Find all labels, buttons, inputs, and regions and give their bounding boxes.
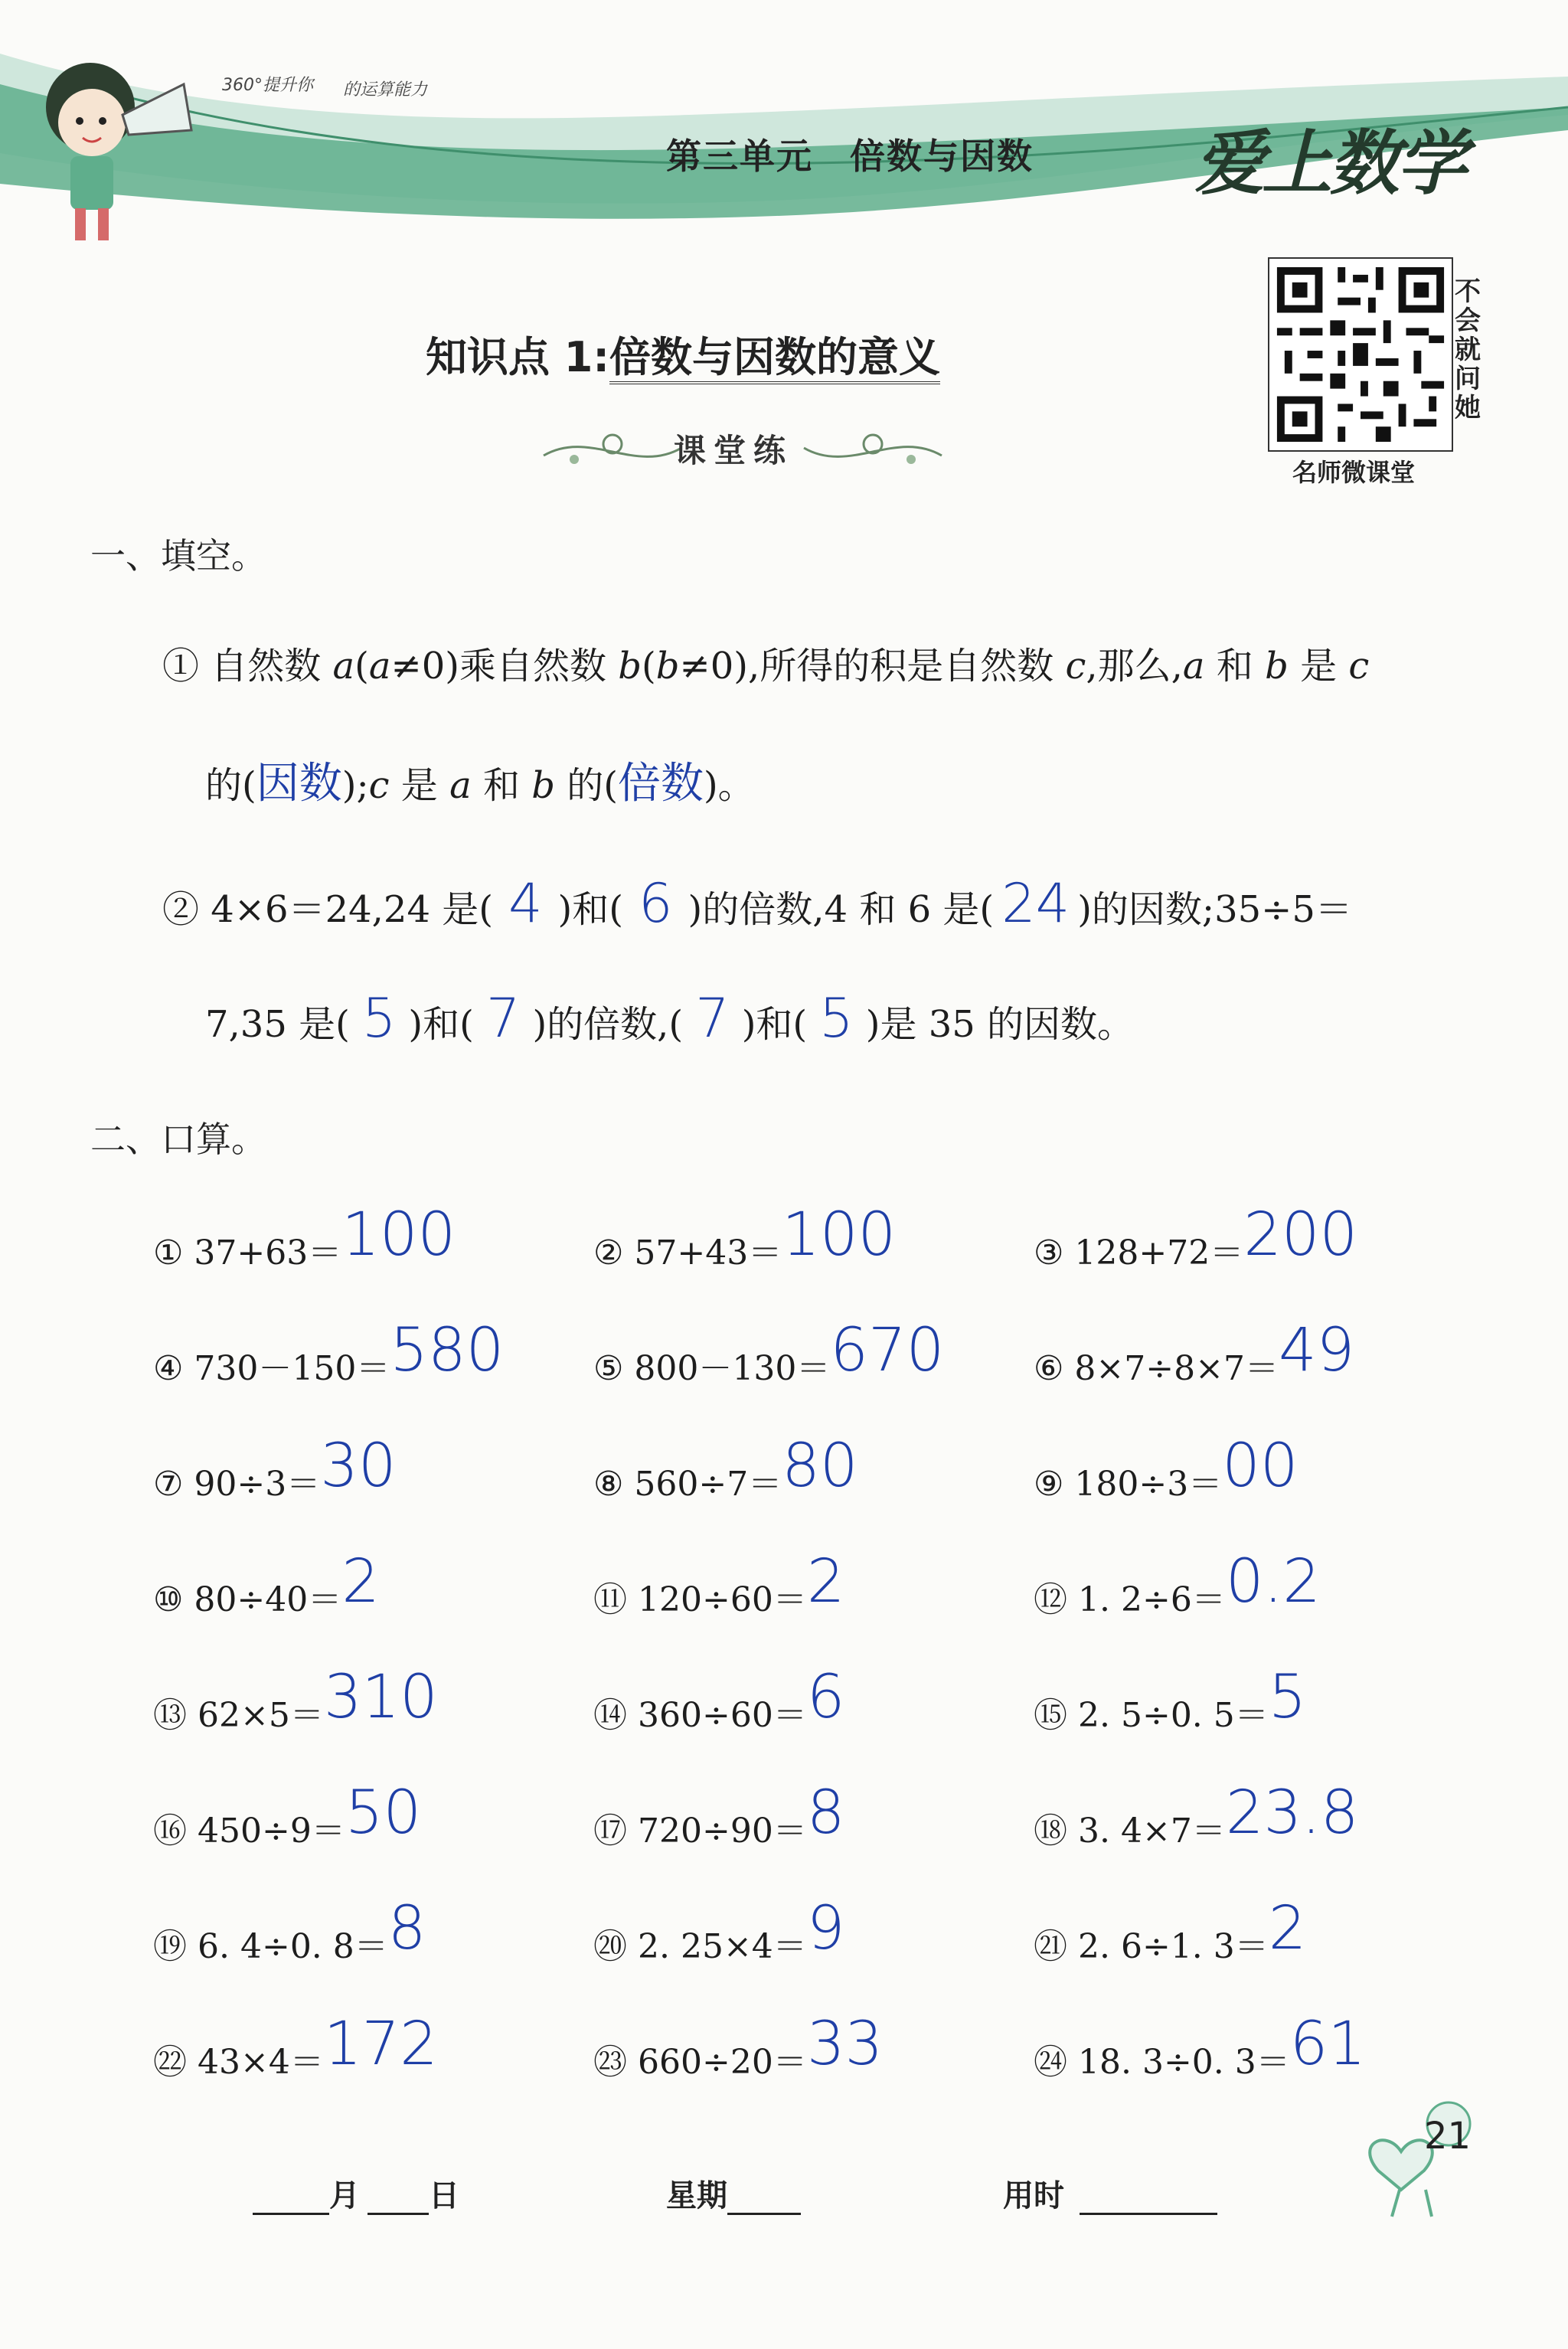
mental-math-question: ⑰ 720÷90＝ bbox=[593, 1812, 807, 1851]
mental-math-item bbox=[153, 1663, 438, 1736]
answer-q2-blank2[interactable]: 6 bbox=[639, 872, 673, 935]
mental-math-question: ⑪ 120÷60＝ bbox=[593, 1580, 807, 1619]
q1-line2: 的(因数);c 是 a 和 b 的(倍数)。 bbox=[205, 759, 755, 809]
mental-math-question: ⑨ 180÷3＝ bbox=[1034, 1465, 1223, 1504]
mental-math-item bbox=[1034, 1663, 1307, 1736]
mental-math-answer[interactable]: 23.8 bbox=[1225, 1779, 1359, 1848]
mental-math-answer[interactable]: 00 bbox=[1222, 1432, 1298, 1501]
mental-math-question: ⑬ 62×5＝ bbox=[153, 1696, 324, 1735]
mental-math-question: ㉓ 660÷20＝ bbox=[593, 2043, 807, 2082]
mental-math-answer[interactable]: 200 bbox=[1243, 1201, 1358, 1269]
mental-math-question: ⑮ 2. 5÷0. 5＝ bbox=[1034, 1696, 1269, 1735]
mental-math-question: ④ 730－150＝ bbox=[153, 1349, 390, 1388]
mental-math-question: ⑫ 1. 2÷6＝ bbox=[1034, 1580, 1226, 1619]
mental-math-answer[interactable]: 8 bbox=[387, 1894, 426, 1963]
qr-code bbox=[1268, 257, 1453, 452]
brand-logo: 爱上数学 bbox=[1194, 122, 1465, 204]
mental-math-answer[interactable]: 5 bbox=[1268, 1663, 1307, 1732]
month-blank[interactable] bbox=[253, 2205, 329, 2215]
mental-math-answer[interactable]: 2 bbox=[341, 1547, 380, 1616]
mental-math-answer[interactable]: 33 bbox=[806, 2010, 884, 2079]
answer-q2-blank5[interactable]: 7 bbox=[485, 987, 521, 1050]
section1-title: 一、填空。 bbox=[90, 535, 266, 577]
mental-math-item bbox=[153, 1201, 456, 1274]
mental-math-answer[interactable]: 670 bbox=[830, 1316, 945, 1385]
mental-math-answer[interactable]: 2 bbox=[806, 1547, 845, 1616]
mental-math-item bbox=[1034, 2010, 1367, 2083]
answer-q1-blank1[interactable]: 因数 bbox=[256, 759, 342, 809]
section-banner: 课堂练 bbox=[674, 432, 794, 469]
unit-title bbox=[666, 129, 1070, 179]
q2-line2: 7,35 是( 5 )和( 7 )的倍数,( 7 )和( 5 )是 35 的因数。 bbox=[205, 987, 1135, 1050]
mental-math-item bbox=[593, 1894, 845, 1968]
q1-line1: ① 自然数 a(a≠0)乘自然数 b(b≠0),所得的积是自然数 c,那么,a 和 b 是 c bbox=[162, 645, 1370, 688]
footer-date: 月 日 bbox=[253, 2171, 459, 2215]
mental-math-answer[interactable]: 49 bbox=[1279, 1316, 1355, 1385]
mental-math-answer[interactable]: 9 bbox=[806, 1894, 845, 1963]
mental-math-question: ① 37+63＝ bbox=[153, 1233, 342, 1273]
mental-math-answer[interactable]: 8 bbox=[806, 1779, 845, 1848]
mental-math-answer[interactable]: 2 bbox=[1268, 1894, 1307, 1963]
mental-math-item bbox=[593, 1432, 858, 1505]
section2-title: 二、口算。 bbox=[90, 1119, 266, 1160]
qr-side-text: 不 会 就 问 她 bbox=[1455, 276, 1481, 423]
mental-math-question: ⑥ 8×7÷8×7＝ bbox=[1034, 1349, 1279, 1388]
mental-math-question: ⑤ 800－130＝ bbox=[593, 1349, 831, 1388]
knowledge-point-name: 倍数与因数的意义 bbox=[609, 333, 940, 384]
mental-math-item bbox=[593, 1663, 845, 1736]
knowledge-point-title bbox=[426, 325, 940, 384]
mental-math-item bbox=[593, 1201, 897, 1274]
footer-time-used: 用时 bbox=[1003, 2171, 1217, 2215]
mental-math-item bbox=[1034, 1316, 1355, 1390]
mental-math-item bbox=[153, 1894, 426, 1968]
mental-math-question: ② 57+43＝ bbox=[593, 1233, 782, 1273]
mental-math-item bbox=[1034, 1201, 1358, 1274]
page-number: 21 bbox=[1424, 2115, 1472, 2158]
qr-caption: 名师微课堂 bbox=[1292, 458, 1416, 487]
mental-math-answer[interactable]: 30 bbox=[320, 1432, 397, 1501]
unit-topic: 倍数与因数 bbox=[850, 136, 1034, 177]
mental-math-item bbox=[153, 1316, 505, 1390]
knowledge-point-prefix: 知识点 1: bbox=[426, 333, 609, 381]
mental-math-item bbox=[1034, 1779, 1359, 1852]
mental-math-question: ⑦ 90÷3＝ bbox=[153, 1465, 321, 1504]
footer-weekday: 星期 bbox=[666, 2171, 801, 2215]
slogan-left: 360°提升你 bbox=[222, 76, 313, 95]
mental-math-answer[interactable]: 100 bbox=[341, 1201, 456, 1269]
answer-q2-blank6[interactable]: 7 bbox=[695, 987, 730, 1050]
mental-math-answer[interactable]: 580 bbox=[390, 1316, 505, 1385]
answer-q1-blank2[interactable]: 倍数 bbox=[617, 759, 704, 809]
mental-math-item bbox=[593, 2010, 884, 2083]
mental-math-question: ㉔ 18. 3÷0. 3＝ bbox=[1034, 2043, 1290, 2082]
q2-line1: ② 4×6＝24,24 是( 4 )和( 6 )的倍数,4 和 6 是( 24 )的因数;35÷5＝ bbox=[162, 872, 1352, 935]
answer-q2-blank4[interactable]: 5 bbox=[361, 987, 397, 1050]
mental-math-item bbox=[153, 1779, 422, 1852]
mental-math-item bbox=[1034, 1432, 1298, 1505]
answer-q2-blank3[interactable]: 24 bbox=[1001, 872, 1070, 935]
mental-math-question: ⑭ 360÷60＝ bbox=[593, 1696, 807, 1735]
mental-math-item bbox=[593, 1779, 845, 1852]
mental-math-question: ⑩ 80÷40＝ bbox=[153, 1580, 342, 1619]
time-used-blank[interactable] bbox=[1080, 2205, 1217, 2215]
mental-math-answer[interactable]: 80 bbox=[782, 1432, 858, 1501]
mental-math-answer[interactable]: 310 bbox=[323, 1663, 438, 1732]
mental-math-answer[interactable]: 50 bbox=[345, 1779, 422, 1848]
mental-math-answer[interactable]: 100 bbox=[782, 1201, 897, 1269]
mental-math-question: ⑧ 560÷7＝ bbox=[593, 1465, 782, 1504]
mental-math-item bbox=[153, 2010, 438, 2083]
unit-label: 第三单元 bbox=[666, 136, 813, 177]
slogan-right: 的运算能力 bbox=[343, 80, 428, 100]
mental-math-item bbox=[593, 1547, 845, 1621]
day-blank[interactable] bbox=[368, 2205, 429, 2215]
mental-math-answer[interactable]: 172 bbox=[323, 2010, 438, 2079]
mental-math-item bbox=[1034, 1547, 1321, 1621]
mental-math-question: ㉒ 43×4＝ bbox=[153, 2043, 324, 2082]
mental-math-question: ⑳ 2. 25×4＝ bbox=[593, 1927, 807, 1966]
mental-math-question: ⑯ 450÷9＝ bbox=[153, 1812, 345, 1851]
mental-math-question: ⑲ 6. 4÷0. 8＝ bbox=[153, 1927, 388, 1966]
mental-math-question: ⑱ 3. 4×7＝ bbox=[1034, 1812, 1226, 1851]
mental-math-item bbox=[153, 1547, 380, 1621]
weekday-blank[interactable] bbox=[727, 2205, 801, 2215]
mental-math-question: ③ 128+72＝ bbox=[1034, 1233, 1244, 1273]
answer-q2-blank1[interactable]: 4 bbox=[508, 872, 543, 935]
mental-math-answer[interactable]: 61 bbox=[1289, 2010, 1367, 2079]
mental-math-answer[interactable]: 0.2 bbox=[1225, 1547, 1321, 1616]
mental-math-item bbox=[1034, 1894, 1307, 1968]
mental-math-item bbox=[153, 1432, 397, 1505]
mental-math-answer[interactable]: 6 bbox=[806, 1663, 845, 1732]
mental-math-question: ㉑ 2. 6÷1. 3＝ bbox=[1034, 1927, 1269, 1966]
mental-math-item bbox=[593, 1316, 945, 1390]
answer-q2-blank7[interactable]: 5 bbox=[819, 987, 854, 1050]
